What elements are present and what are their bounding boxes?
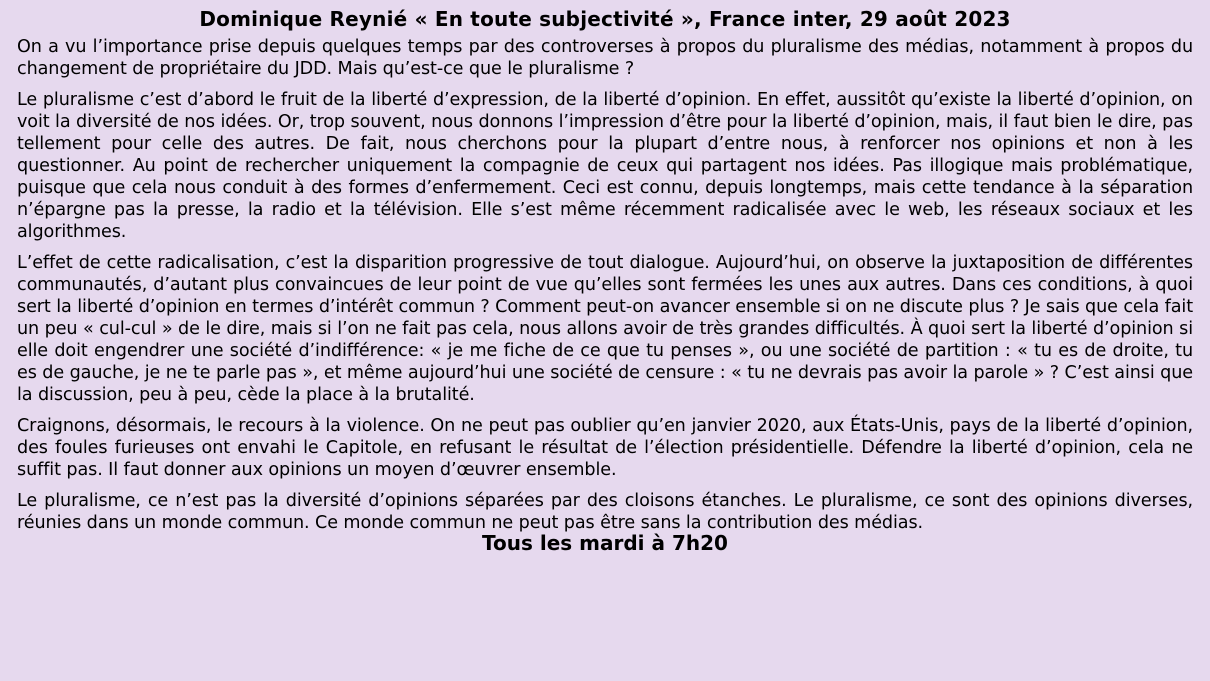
- paragraph-4: Craignons, désormais, le recours à la violence. On ne peut pas oublier qu’en janvier 2020, aux États-Unis, pays de la liberté d’opinion, des foules furieuses ont envahi le Capitole, en refusant le résultat de l’élection présidentielle. Défendre la liberté d’opinion, cela ne suffit pas. Il faut donner aux opinions un moyen d’œuvrer ensemble.: [17, 416, 1193, 480]
- paragraph-3: L’effet de cette radicalisation, c’est la disparition progressive de tout dialogue. Aujourd’hui, on observe la juxtaposition de différentes communautés, d’autant plus convaincues de leur point de vue qu’elles sont fermées les unes aux autres. Dans ces conditions, à quoi sert la liberté d’opinion en termes d’intérêt commun ? Comment peut-on avancer ensemble si on ne discute plus ? Je sais que cela fait un peu « cul-cul » de le dire, mais si l’on ne fait pas cela, nous allons avoir de très grandes difficultés. À quoi sert la liberté d’opinion si elle doit engendrer une société d’indifférence: « je me fiche de ce que tu penses », ou une société de partition : « tu es de droite, tu es de gauche, je ne te parle pas », et même aujourd’hui une société de censure : « tu ne devrais pas avoir la parole » ? C’est ainsi que la discussion, peu à peu, cède la place à la brutalité.: [17, 253, 1193, 405]
- broadcast-schedule: Tous les mardi à 7h20: [482, 531, 728, 555]
- document-title: Dominique Reynié « En toute subjectivité », France inter, 29 août 2023: [199, 7, 1011, 31]
- paragraph-5: Le pluralisme, ce n’est pas la diversité d’opinions séparées par des cloisons étanches. Le pluralisme, ce sont des opinions diverses, réunies dans un monde commun. Ce monde commun ne peut pas être sans la contribution des médias.: [17, 491, 1193, 533]
- paragraph-1: On a vu l’importance prise depuis quelques temps par des controverses à propos du pluralisme des médias, notamment à propos du changement de propriétaire du JDD. Mais qu’est-ce que le pluralisme ?: [17, 37, 1193, 79]
- paragraph-2: Le pluralisme c’est d’abord le fruit de la liberté d’expression, de la liberté d’opinion. En effet, aussitôt qu’existe la liberté d’opinion, on voit la diversité de nos idées. Or, trop souvent, nous donnons l’impression d’être pour la liberté d’opinion, mais, il faut bien le dire, pas tellement pour celle des autres. De fait, nous cherchons pour la plupart d’entre nous, à renforcer nos opinions et non à les questionner. Au point de rechercher uniquement la compagnie de ceux qui partagent nos idées. Pas illogique mais problématique, puisque que cela nous conduit à des formes d’enfermement. Ceci est connu, depuis longtemps, mais cette tendance à la séparation n’épargne pas la presse, la radio et la télévision. Elle s’est même récemment radicalisée avec le web, les réseaux sociaux et les algorithmes.: [17, 90, 1193, 242]
